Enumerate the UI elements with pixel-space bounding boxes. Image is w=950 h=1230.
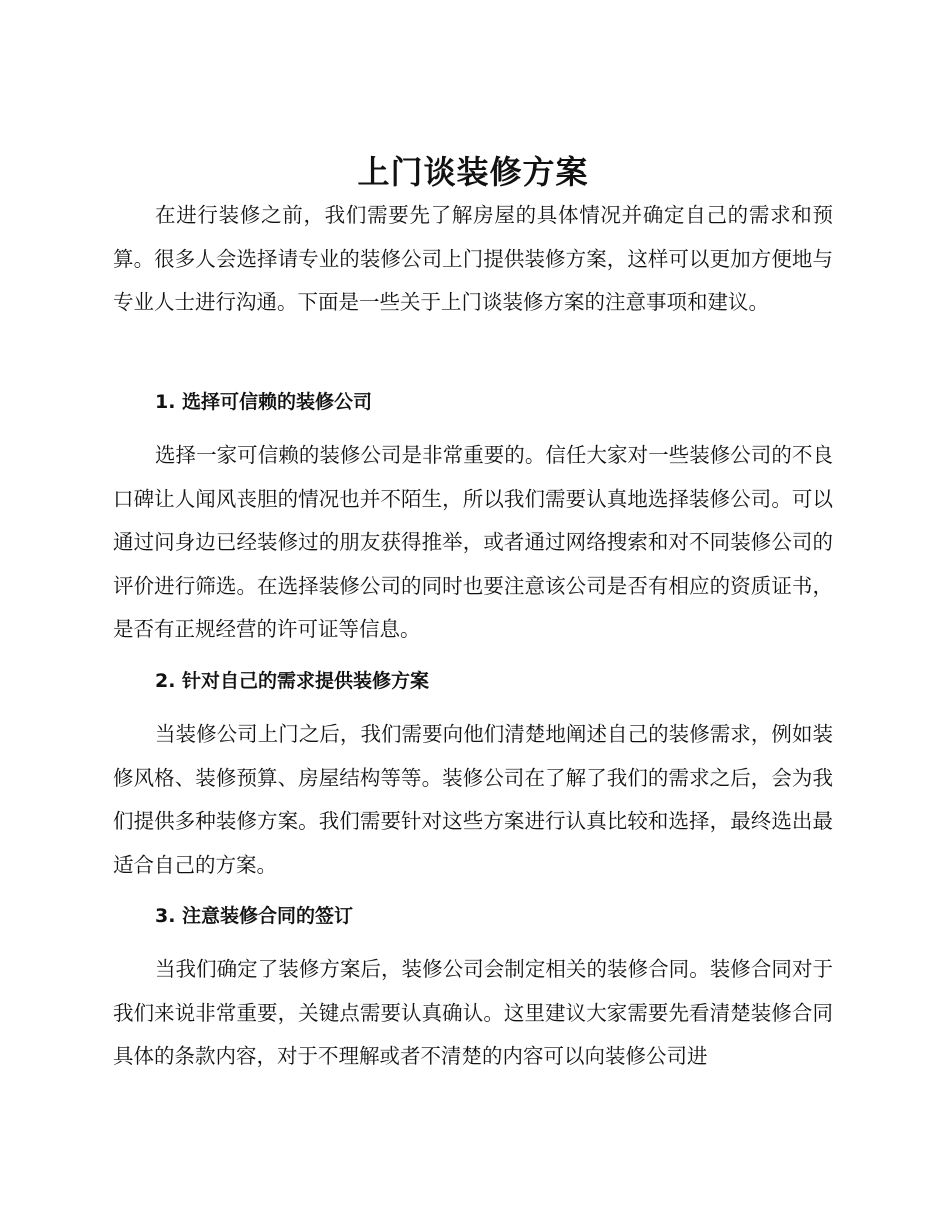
section-2-heading: 2. 针对自己的需求提供装修方案 xyxy=(155,670,430,692)
section-2-body: 当装修公司上门之后，我们需要向他们清楚地阐述自己的装修需求，例如装修风格、装修预算、房屋结构等等。装修公司在了解了我们的需求之后，会为我们提供多种装修方案。我们需要针对这些方案进行认真比较和选择，最终选出最适合自己的方案。 xyxy=(113,722,833,877)
document-title: 上门谈装修方案 xyxy=(357,153,589,191)
section-1-body: 选择一家可信赖的装修公司是非常重要的。信任大家对一些装修公司的不良口碑让人闻风丧胆的情况也并不陌生，所以我们需要认真地选择装修公司。可以通过问身边已经装修过的朋友获得推举，或者通过网络搜索和对不同装修公司的评价进行筛选。在选择装修公司的同时也要注意该公司是否有相应的资质证书，是否有正规经营的许可证等信息。 xyxy=(113,443,833,641)
section-3-heading: 3. 注意装修合同的签订 xyxy=(155,905,354,927)
intro-paragraph: 在进行装修之前，我们需要先了解房屋的具体情况并确定自己的需求和预算。很多人会选择请专业的装修公司上门提供装修方案，这样可以更加方便地与专业人士进行沟通。下面是一些关于上门谈装修方案的注意事项和建议。 xyxy=(113,203,833,314)
section-3-body: 当我们确定了装修方案后，装修公司会制定相关的装修合同。装修合同对于我们来说非常重要，关键点需要认真确认。这里建议大家需要先看清楚装修合同具体的条款内容，对于不理解或者不清楚的内容可以向装修公司进 xyxy=(113,957,833,1068)
section-1-heading: 1. 选择可信赖的装修公司 xyxy=(155,391,373,413)
